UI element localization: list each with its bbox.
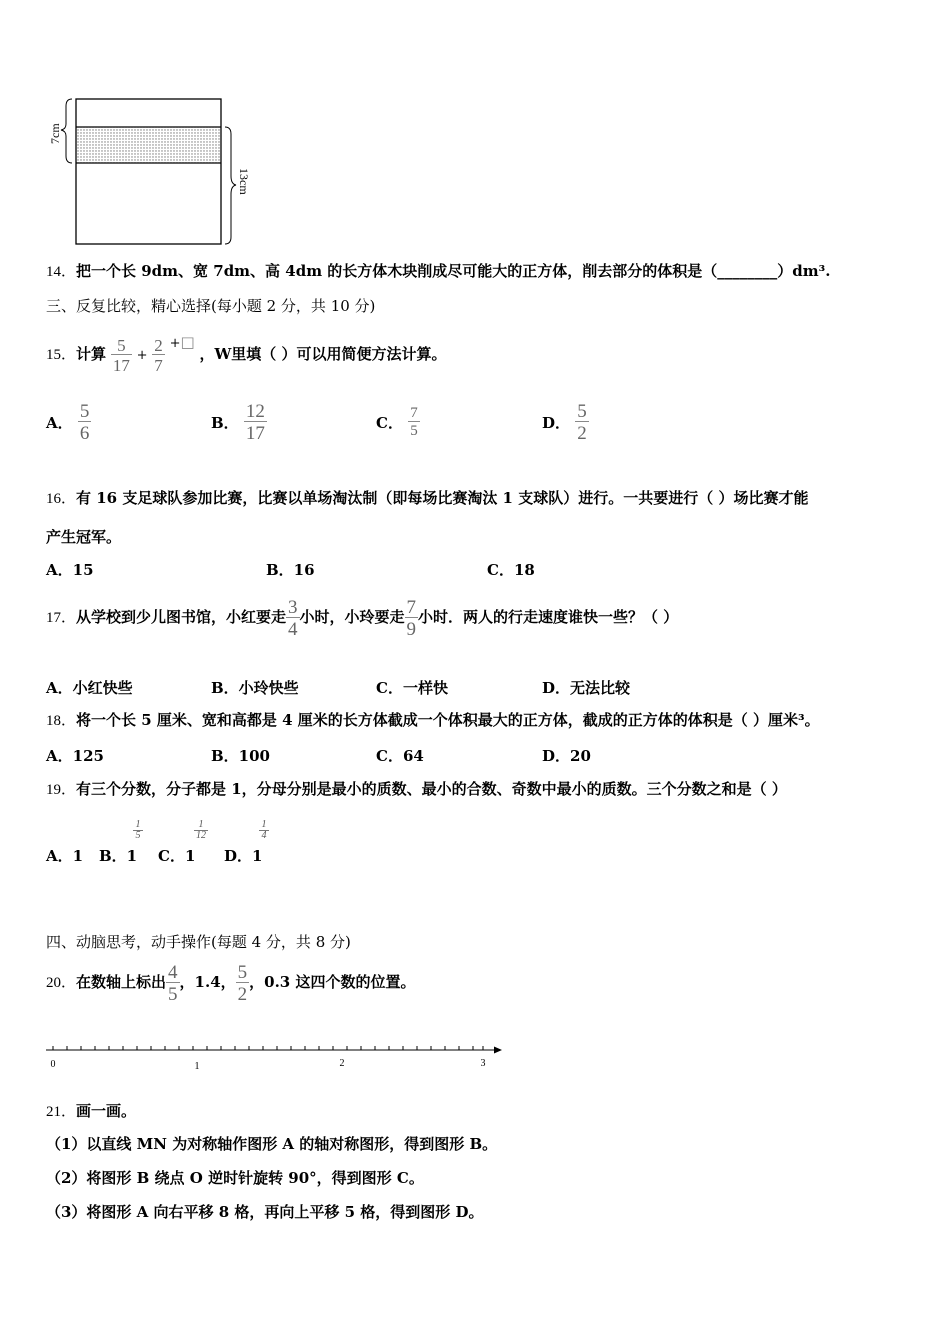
- q19-option-a[interactable]: A．1: [46, 847, 84, 865]
- q17: 17．从学校到少儿图书馆，小红要走 $\frac{3}{4}$ 小时，小玲要走 $\frac{7}{9}$ 小时．两人的行走速度谁快一些？（ ）: [46, 596, 679, 640]
- q15-option-d[interactable]: D． $\frac{5}{2}$: [542, 401, 587, 444]
- q19-option-c-fraction: 1 12: [196, 819, 206, 841]
- left-brace: [61, 99, 72, 163]
- q20: 20．在数轴上标出 $\frac{4}{5}$ ，1.4， $\frac{5}{2}$ ，0.3 这四个数的位置。: [46, 961, 416, 1005]
- q21-item-2: （2）将图形 B 绕点 O 逆时针旋转 90°，得到图形 C。: [46, 1169, 424, 1187]
- q15: 15．计算 $\frac{5}{17}$ + $\frac{2}{7}$ +□ ，W里填（ ）可以用简便方法计算。: [46, 333, 447, 375]
- q16-option-b[interactable]: B．16: [266, 561, 315, 579]
- tick-label-2: 2: [339, 1058, 345, 1069]
- q13-figure: [44, 96, 254, 248]
- number-line[interactable]: [44, 1040, 506, 1074]
- q19-option-d-fraction: 1 4: [259, 820, 269, 841]
- q18-option-c[interactable]: C．64: [376, 747, 424, 765]
- q19-option-c[interactable]: C．1: [158, 847, 196, 865]
- q16-line2: 产生冠军。: [46, 528, 122, 546]
- q17-option-d[interactable]: D．无法比较: [542, 679, 631, 697]
- tick-label-1: 1: [194, 1061, 200, 1072]
- q16-option-c[interactable]: C．18: [487, 561, 535, 579]
- q16-option-a[interactable]: A．15: [46, 561, 94, 579]
- shaded-band: [76, 127, 221, 163]
- q19-option-d[interactable]: D．1: [224, 847, 263, 865]
- outer-rectangle: [76, 99, 221, 244]
- q15-option-a[interactable]: A． $\frac{5}{6}$: [46, 401, 90, 444]
- tick-label-3: 3: [480, 1058, 486, 1069]
- label-7cm: 7cm: [48, 123, 62, 144]
- q21-item-3: （3）将图形 A 向右平移 8 格，再向上平移 5 格，得到图形 D。: [46, 1203, 484, 1221]
- q18-option-d[interactable]: D．20: [542, 747, 591, 765]
- q19: 19．有三个分数，分子都是 1，分母分别是最小的质数、最小的合数、奇数中最小的质数。三个分数之和是（ ）: [46, 780, 787, 798]
- q14: 14．把一个长 9dm、宽 7dm、高 4dm 的长方体木块削成尽可能大的正方体，削去部分的体积是（________）dm³.: [46, 262, 831, 280]
- label-13cm: 13cm: [237, 168, 251, 195]
- q18-option-b[interactable]: B．100: [211, 747, 270, 765]
- q21-item-1: （1）以直线 MN 为对称轴作图形 A 的轴对称图形，得到图形 B。: [46, 1135, 498, 1153]
- tick-label-0: 0: [50, 1059, 56, 1070]
- q17-option-a[interactable]: A．小红快些: [46, 679, 133, 697]
- q16-line1: 16．有 16 支足球队参加比赛，比赛以单场淘汰制（即每场比赛淘汰 1 支球队）进行。一共要进行（ ）场比赛才能: [46, 489, 809, 507]
- section4-title: 四、动脑思考，动手操作(每题 4 分，共 8 分): [46, 933, 351, 951]
- q19-option-b-fraction: 1 5: [133, 820, 143, 841]
- q19-option-b[interactable]: B．1: [99, 847, 138, 865]
- q18-option-a[interactable]: A．125: [46, 747, 104, 765]
- q15-option-b[interactable]: B． $\frac{12}{17}$: [211, 401, 265, 444]
- q15-option-c[interactable]: C． $\frac{7}{5}$: [376, 405, 418, 439]
- section3-title: 三、反复比较，精心选择(每小题 2 分，共 10 分): [46, 297, 376, 315]
- q17-option-b[interactable]: B．小玲快些: [211, 679, 299, 697]
- q17-option-c[interactable]: C．一样快: [376, 679, 448, 697]
- q21-title: 21．画一画。: [46, 1102, 137, 1120]
- q18: 18．将一个长 5 厘米、宽和高都是 4 厘米的长方体截成一个体积最大的正方体，截成的正方体的体积是（ ）厘米³。: [46, 711, 820, 729]
- right-brace: [225, 127, 236, 244]
